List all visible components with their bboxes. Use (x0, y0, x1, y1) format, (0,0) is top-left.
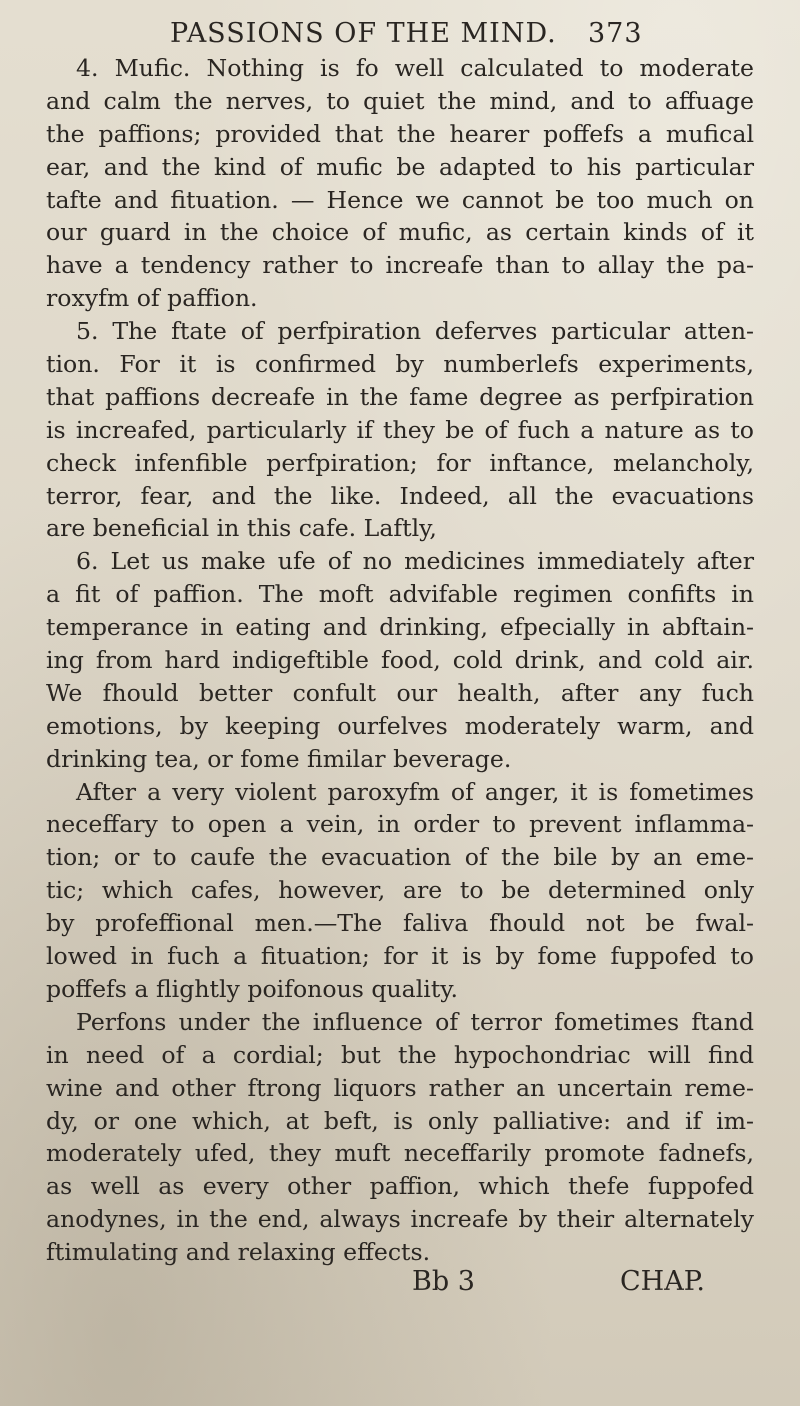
text-line: terror, fear, and the like. Indeed, all the evacuations (46, 481, 754, 510)
text-line: tion. For it is confirmed by numberlefs experiments, (46, 350, 754, 379)
text-line: tic; which cafes, however, are to be determined only (46, 876, 754, 905)
text-line: 6. Let us make ufe of no medicines immediately after (76, 547, 754, 576)
text-line: tion; or to caufe the evacuation of the bile by an eme- (46, 843, 754, 872)
text-line: We fhould better confult our health, after any fuch (46, 678, 754, 707)
catchword: CHAP. (620, 1266, 705, 1297)
text-line: After a very violent paroxyfm of anger, it is fometimes (76, 777, 754, 806)
text-line: and calm the nerves, to quiet the mind, and to affuage (46, 86, 754, 115)
text-line: tafte and fituation. — Hence we cannot be too much on (46, 185, 754, 214)
text-line: ing from hard indigeftible food, cold drink, and cold air. (46, 646, 754, 675)
text-line: the paffions; provided that the hearer poffefs a mufical (46, 119, 754, 148)
text-line: our guard in the choice of mufic, as certain kinds of it (46, 218, 754, 247)
text-line: neceffary to open a vein, in order to prevent inflamma- (46, 810, 754, 839)
text-line: are beneficial in this cafe. Laftly, (46, 514, 437, 543)
text-line: Perfons under the influence of terror fometimes ftand (76, 1007, 754, 1036)
text-line: as well as every other paffion, which thefe fuppofed (46, 1172, 754, 1201)
text-line: by profeffional men.—The faliva fhould not be fwal- (46, 909, 754, 938)
text-line: 4. Mufic. Nothing is fo well calculated to moderate (76, 54, 754, 82)
text-line: ftimulating and relaxing effects. (46, 1238, 431, 1267)
text-line: have a tendency rather to increafe than to allay the pa- (46, 251, 754, 280)
text-line: 5. The ftate of perfpiration deferves particular atten- (76, 317, 754, 346)
running-head-title: PASSIONS OF THE MIND. (170, 18, 557, 49)
text-line: poffefs a flightly poifonous quality. (46, 974, 459, 1003)
text-line: drinking tea, or fome fimilar beverage. (46, 744, 512, 773)
text-line: in need of a cordial; but the hypochondriac will find (46, 1040, 754, 1069)
text-line: roxyfm of paffion. (46, 284, 258, 313)
text-line: is increafed, particularly if they be of fuch a nature as to (46, 415, 754, 444)
page-number: 373 (588, 18, 643, 49)
page-footer (0, 1266, 800, 1306)
text-line: temperance in eating and drinking, efpecially in abftain- (46, 613, 754, 642)
text-line: a fit of paffion. The moft advifable regimen confifts in (46, 580, 754, 609)
text-line: check infenfible perfpiration; for inftance, melancholy, (46, 448, 754, 477)
text-line: emotions, by keeping ourfelves moderately warm, and (46, 711, 754, 740)
text-line: that paffions decreafe in the fame degree as perfpiration (46, 382, 754, 411)
text-line: wine and other ftrong liquors rather an uncertain reme- (46, 1073, 754, 1102)
text-line: moderately ufed, they muft neceffarily promote fadnefs, (46, 1139, 754, 1168)
text-line: anodynes, in the end, always increafe by their alternately (46, 1205, 754, 1234)
text-line: dy, or one which, at beft, is only palliative: and if im- (46, 1106, 754, 1135)
body-text (46, 52, 754, 1269)
signature-mark: Bb 3 (412, 1266, 475, 1297)
text-line: ear, and the kind of mufic be adapted to his particular (46, 152, 754, 181)
text-line: lowed in fuch a fituation; for it is by fome fuppofed to (46, 942, 754, 971)
